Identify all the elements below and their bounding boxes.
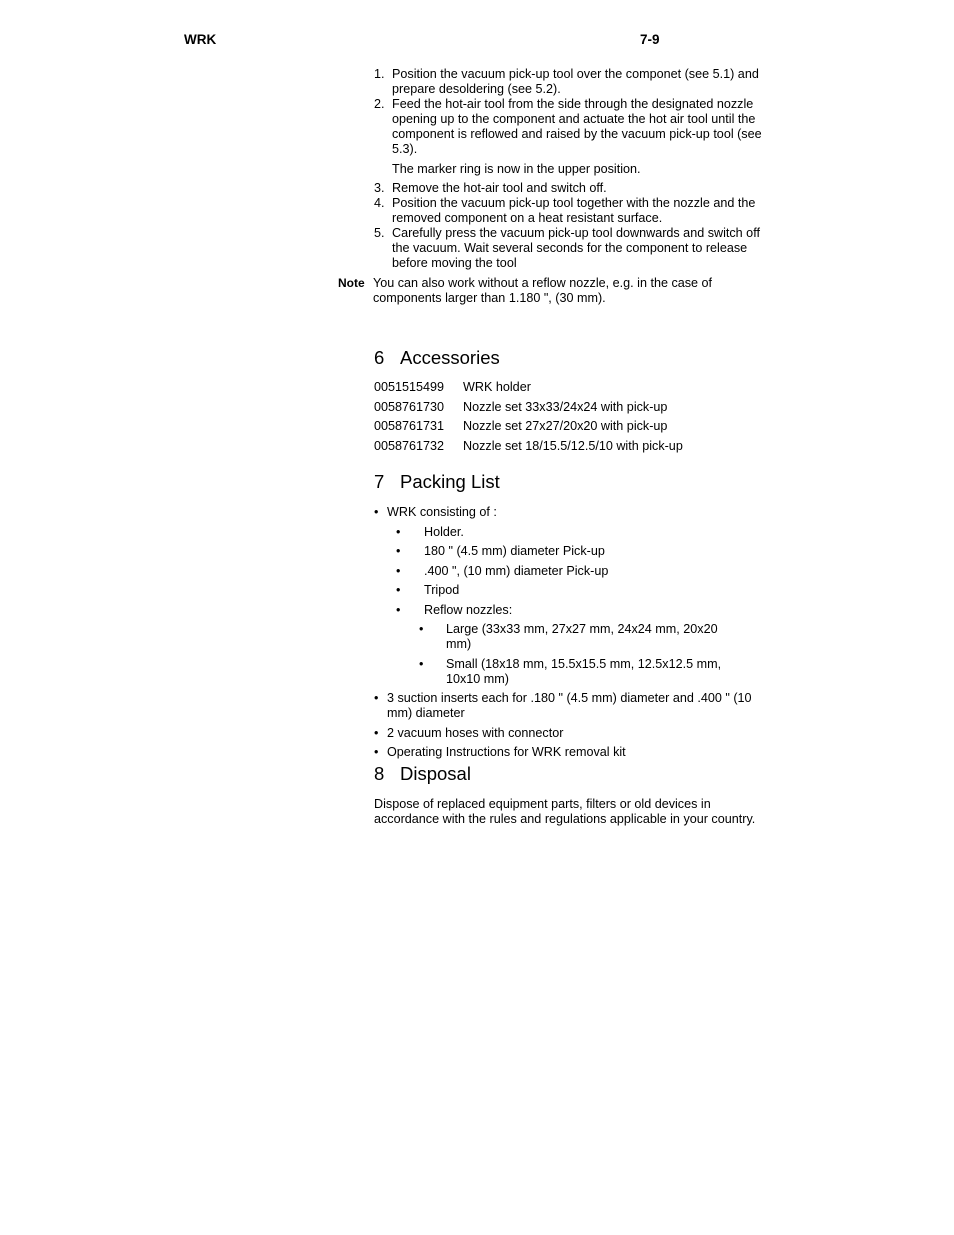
part-number: 0058761731 xyxy=(374,419,445,433)
table-row xyxy=(374,439,683,459)
bullet-icon: • xyxy=(396,583,401,597)
step-text: Remove the hot-air tool and switch off. xyxy=(392,181,607,195)
part-number: 0058761732 xyxy=(374,438,445,453)
step-item xyxy=(374,196,766,226)
table-row xyxy=(374,380,683,400)
step-number: 3. xyxy=(374,181,385,195)
list-item xyxy=(374,603,774,618)
step-text: Feed the hot-air tool from the side through the designated nozzle opening up to the component and actuate the hot air tool until the component is reflowed and raised by the vacuum pick-up tool (see 5.3). xyxy=(392,97,762,156)
list-item-text: Operating Instructions for WRK removal kit xyxy=(387,745,626,759)
part-description: Nozzle set 33x33/24x24 with pick-up xyxy=(463,399,668,414)
header-title: WRK xyxy=(184,32,217,47)
list-item-text: Small (18x18 mm, 15.5x15.5 mm, 12.5x12.5 mm, 10x10 mm) xyxy=(446,656,722,686)
step-number: 1. xyxy=(374,67,385,81)
section-title: Disposal xyxy=(400,763,471,784)
list-item-text: Reflow nozzles: xyxy=(424,602,513,617)
packing-list xyxy=(374,505,774,765)
step-number: 2. xyxy=(374,97,385,111)
bullet-icon: • xyxy=(419,622,424,636)
section-number: 6 xyxy=(374,347,385,368)
bullet-icon: • xyxy=(374,505,379,519)
list-item-text: WRK consisting of : xyxy=(387,505,497,519)
section-title: Accessories xyxy=(400,347,500,368)
list-item-text: Large (33x33 mm, 27x27 mm, 24x24 mm, 20x20 mm) xyxy=(446,622,718,651)
list-item xyxy=(374,726,774,741)
step-item xyxy=(374,181,766,196)
bullet-icon: • xyxy=(419,656,424,671)
note-block xyxy=(338,276,718,306)
list-item-text: 2 vacuum hoses with connector xyxy=(387,725,564,740)
step-text: Position the vacuum pick-up tool over the componet (see 5.1) and prepare desoldering (see 5.2). xyxy=(392,67,759,96)
step-item xyxy=(374,67,766,97)
list-item-text: Tripod xyxy=(424,583,460,597)
list-item-text: 3 suction inserts each for .180 " (4.5 mm) diameter and .400 " (10 mm) diameter xyxy=(387,691,752,720)
section-number: 8 xyxy=(374,763,385,784)
disposal-text: Dispose of replaced equipment parts, filters or old devices in accordance with the rules and regulations applicable in your country. xyxy=(374,797,756,826)
list-item xyxy=(374,657,746,687)
part-number: 0058761730 xyxy=(374,399,445,414)
note-text: You can also work without a reflow nozzle, e.g. in the case of components larger than 1.180 ", (30 mm). xyxy=(373,276,713,305)
part-number: 0051515499 xyxy=(374,380,445,394)
bullet-icon: • xyxy=(396,563,401,578)
part-description: Nozzle set 18/15.5/12.5/10 with pick-up xyxy=(463,438,683,453)
accessories-heading xyxy=(374,347,500,369)
table-row xyxy=(374,419,683,439)
table-row xyxy=(374,400,683,420)
step-number: 4. xyxy=(374,196,385,210)
list-item xyxy=(374,622,746,652)
bullet-icon: • xyxy=(374,745,379,759)
list-item xyxy=(374,525,774,540)
step-text: Position the vacuum pick-up tool together with the nozzle and the removed component on a heat resistant surface. xyxy=(392,196,756,225)
list-item xyxy=(374,691,762,721)
list-item-text: .400 ", (10 mm) diameter Pick-up xyxy=(424,563,609,578)
list-item xyxy=(374,564,774,579)
bullet-icon: • xyxy=(374,725,379,740)
part-description: WRK holder xyxy=(463,380,531,394)
section-number: 7 xyxy=(374,471,385,492)
part-description: Nozzle set 27x27/20x20 with pick-up xyxy=(463,419,668,433)
accessories-table xyxy=(374,380,683,458)
packing-list-heading xyxy=(374,471,500,493)
list-item xyxy=(374,745,774,760)
step-item xyxy=(374,97,766,157)
bullet-icon: • xyxy=(374,691,379,705)
procedure-steps xyxy=(374,67,766,271)
list-item xyxy=(374,505,774,520)
note-label: Note xyxy=(338,276,365,290)
list-item-text: Holder. xyxy=(424,524,464,539)
step-number: 5. xyxy=(374,226,385,240)
page-number: 7-9 xyxy=(640,32,660,47)
list-item-text: 180 " (4.5 mm) diameter Pick-up xyxy=(424,544,605,558)
section-title: Packing List xyxy=(400,471,500,492)
step-item xyxy=(374,226,766,271)
step-text: Carefully press the vacuum pick-up tool downwards and switch off the vacuum. Wait several seconds for the component to release before moving the tool xyxy=(392,226,760,270)
disposal-heading xyxy=(374,763,471,785)
bullet-icon: • xyxy=(396,544,401,558)
list-item xyxy=(374,544,774,559)
bullet-icon: • xyxy=(396,602,401,617)
list-item xyxy=(374,583,774,598)
bullet-icon: • xyxy=(396,524,401,539)
step-remark: The marker ring is now in the upper position. xyxy=(392,162,641,176)
